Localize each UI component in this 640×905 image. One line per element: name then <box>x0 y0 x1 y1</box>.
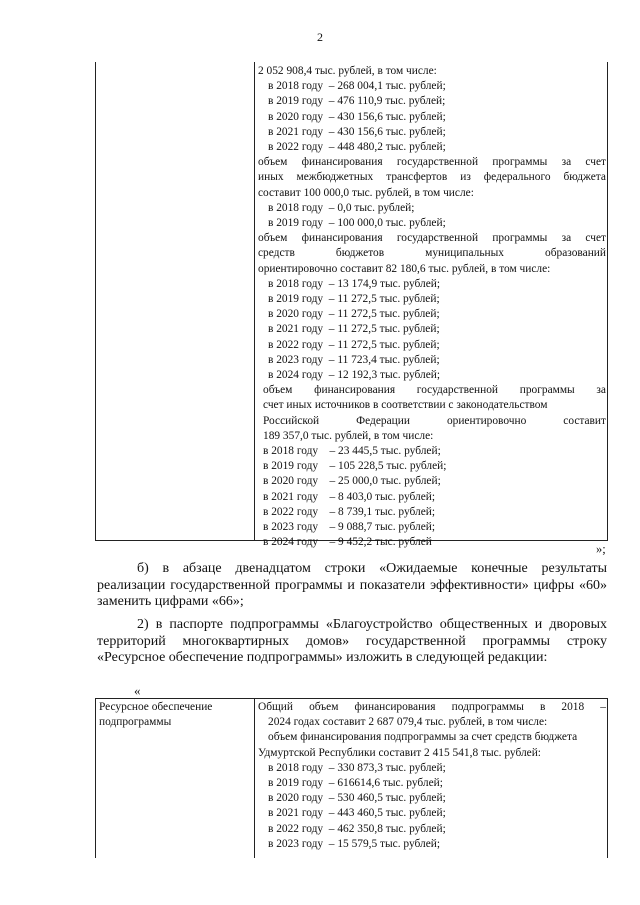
subprogram-funding-cell <box>258 700 606 852</box>
closing-quote: »; <box>596 542 606 556</box>
funding-line: в 2021 году – 443 460,5 тыс. рублей; <box>268 807 446 820</box>
funding-line: в 2022 году – 462 350,8 тыс. рублей; <box>268 822 446 835</box>
funding-line: в 2019 году – 11 272,5 тыс. рублей; <box>268 293 440 306</box>
funding-line: в 2024 году – 9 452,2 тыс. рублей <box>263 536 432 549</box>
funding-line: в 2020 году – 11 272,5 тыс. рублей; <box>268 308 440 321</box>
funding-line: 2 052 908,4 тыс. рублей, в том числе: <box>258 65 437 77</box>
funding-line: ориентировочно составит 82 180,6 тыс. рублей, в том числе: <box>258 262 551 275</box>
funding-line: счет иных источников в соответствии с законодательством <box>263 399 548 412</box>
funding-line: Российской Федерации ориентировочно составит <box>263 414 606 427</box>
funding-line: Удмуртской Республики составит 2 415 541,8 тыс. рублей: <box>258 746 541 759</box>
column-divider <box>254 62 255 540</box>
funding-line: в 2022 году – 8 739,1 тыс. рублей; <box>263 505 436 518</box>
subprogram-resource-table <box>95 698 608 858</box>
funding-line: в 2018 году – 0,0 тыс. рублей; <box>268 201 415 214</box>
funding-line: в 2021 году – 11 272,5 тыс. рублей; <box>268 323 440 336</box>
funding-line: в 2019 году – 476 110,9 тыс. рублей; <box>268 95 446 108</box>
funding-line: в 2021 году – 8 403,0 тыс. рублей; <box>263 490 436 503</box>
funding-line: в 2024 году – 12 192,3 тыс. рублей; <box>268 369 441 382</box>
funding-line: средств бюджетов муниципальных образований <box>258 247 606 260</box>
funding-line: Общий объем финансирования подпрограммы в 2018 – <box>258 701 606 713</box>
paragraph-2: 2) в паспорте подпрограммы «Благоустройство общественных и дворовых территорий многоквартирных домов» государственной программы строку «Ресурсное обеспечение подпрограммы» изложить в следующей редакции: <box>97 617 607 665</box>
funding-line: в 2023 году – 15 579,5 тыс. рублей; <box>268 837 441 850</box>
funding-table-continued <box>95 62 608 549</box>
paragraph-b: б) в абзаце двенадцатом строки «Ожидаемые конечные результаты реализации государственной программы и показатели эффективности» цифры «60» заменить цифрами «66»; <box>97 561 607 609</box>
funding-line: в 2020 году – 430 156,6 тыс. рублей; <box>268 110 446 123</box>
funding-line: в 2021 году – 430 156,6 тыс. рублей; <box>268 125 446 138</box>
opening-quote: « <box>134 683 141 698</box>
funding-line: в 2023 году – 11 723,4 тыс. рублей; <box>268 353 440 366</box>
funding-line: в 2019 году – 100 000,0 тыс. рублей; <box>268 217 446 230</box>
funding-line: в 2020 году – 25 000,0 тыс. рублей; <box>263 475 441 488</box>
funding-line: в 2020 году – 530 460,5 тыс. рублей; <box>268 792 446 805</box>
funding-line: в 2023 году – 9 088,7 тыс. рублей; <box>263 521 436 534</box>
funding-line: в 2019 году – 616614,6 тыс. рублей; <box>268 777 443 790</box>
funding-line: объем финансирования государственной программы за <box>263 384 606 397</box>
funding-line: объем финансирования подпрограммы за счет средств бюджета <box>268 731 578 744</box>
funding-line: в 2018 году – 13 174,9 тыс. рублей; <box>268 277 441 290</box>
column-divider <box>254 699 255 858</box>
funding-line: иных межбюджетных трансфертов из федерального бюджета <box>258 171 606 184</box>
funding-line: составит 100 000,0 тыс. рублей, в том числе: <box>258 186 474 199</box>
funding-line: в 2018 году – 330 873,3 тыс. рублей; <box>268 761 446 774</box>
funding-line: в 2022 году – 448 480,2 тыс. рублей; <box>268 141 446 154</box>
funding-line: объем финансирования государственной программы за счет <box>258 232 606 245</box>
page-number: 2 <box>317 30 323 44</box>
row-label: Ресурсное обеспечение подпрограммы <box>99 701 213 729</box>
funding-line: в 2019 году – 105 228,5 тыс. рублей; <box>263 460 447 473</box>
funding-line: в 2018 году – 268 004,1 тыс. рублей; <box>268 80 446 93</box>
funding-line: объем финансирования государственной программы за счет <box>258 156 606 169</box>
funding-line: 2024 годах составит 2 687 079,4 тыс. рублей, в том числе: <box>268 716 548 729</box>
funding-line: в 2022 году – 11 272,5 тыс. рублей; <box>268 338 440 351</box>
funding-details-cell <box>258 64 606 551</box>
funding-line: в 2018 году – 23 445,5 тыс. рублей; <box>263 445 441 458</box>
funding-line: 189 357,0 тыс. рублей, в том числе: <box>263 429 434 442</box>
